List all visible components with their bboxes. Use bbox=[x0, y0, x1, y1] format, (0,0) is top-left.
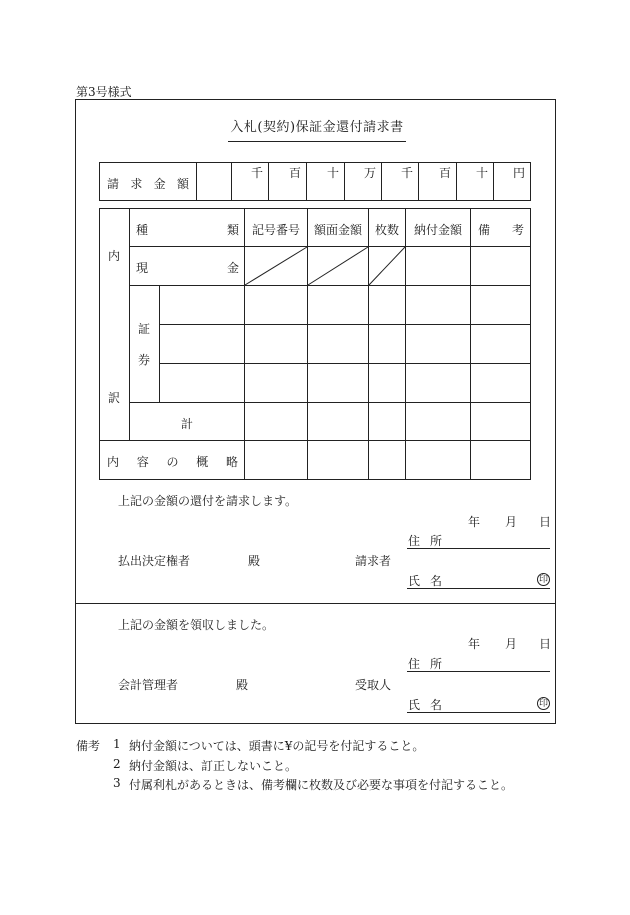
note-text: 付属利札があるときは、備考欄に枚数及び必要な事項を付記すること。 bbox=[129, 778, 514, 792]
header-kind: 種 類 bbox=[136, 223, 239, 237]
header-symbol-number: 記号番号 bbox=[251, 223, 300, 237]
form-title: 入札(契約)保証金還付請求書 bbox=[230, 120, 404, 135]
name-label: 氏 名 bbox=[408, 698, 442, 712]
notes-heading: 備考 bbox=[76, 739, 101, 753]
unit-label: 千 bbox=[250, 166, 263, 180]
name-label: 氏 名 bbox=[408, 574, 442, 588]
name-line bbox=[407, 712, 550, 713]
honorific: 殿 bbox=[248, 554, 261, 568]
receipt-statement: 上記の金額を領収しました。 bbox=[118, 618, 275, 632]
manager-label: 会計管理者 bbox=[118, 678, 179, 692]
side-label-wake: 訳 bbox=[108, 391, 121, 405]
section-divider bbox=[76, 603, 556, 604]
unit-label: 十 bbox=[326, 166, 339, 180]
date-day-label: 日 bbox=[539, 637, 552, 651]
date-year-label: 年 bbox=[468, 515, 481, 529]
unit-label: 十 bbox=[475, 166, 488, 180]
address-label: 住 所 bbox=[408, 657, 442, 671]
date-year-label: 年 bbox=[468, 637, 481, 651]
honorific: 殿 bbox=[236, 678, 249, 692]
cash-label: 現 金 bbox=[136, 261, 239, 275]
address-label: 住 所 bbox=[408, 534, 442, 548]
form-number: 第3号様式 bbox=[76, 85, 132, 99]
amount-label: 請 求 金 額 bbox=[107, 177, 189, 191]
summary-label: 内 容 の 概 略 bbox=[107, 455, 238, 469]
requester-label: 請求者 bbox=[355, 554, 392, 568]
seal-mark: 印 bbox=[538, 575, 548, 585]
header-paid-amount: 納付金額 bbox=[413, 223, 462, 237]
name-line bbox=[407, 588, 550, 589]
request-statement: 上記の金額の還付を請求します。 bbox=[118, 494, 298, 508]
unit-label: 百 bbox=[288, 166, 301, 180]
date-day-label: 日 bbox=[539, 515, 552, 529]
note-text: 納付金額は、訂正しないこと。 bbox=[129, 759, 298, 773]
note-number: 2 bbox=[113, 757, 121, 771]
unit-label: 千 bbox=[400, 166, 413, 180]
seal-mark: 印 bbox=[538, 699, 548, 709]
total-label: 計 bbox=[180, 417, 193, 431]
note-number: 1 bbox=[113, 737, 121, 751]
note-text: 納付金額については、頭書に¥の記号を付記すること。 bbox=[129, 739, 425, 753]
note-number: 3 bbox=[113, 776, 121, 790]
receiver-label: 受取人 bbox=[355, 678, 392, 692]
address-line bbox=[407, 548, 550, 549]
date-month-label: 月 bbox=[505, 637, 518, 651]
unit-label: 万 bbox=[363, 166, 376, 180]
header-face-value: 額面金額 bbox=[313, 223, 362, 237]
header-count: 枚数 bbox=[374, 223, 399, 237]
unit-label: 円 bbox=[512, 166, 525, 180]
header-remarks: 備 考 bbox=[478, 223, 524, 237]
securities-label: 証 券 bbox=[137, 322, 150, 367]
unit-label: 百 bbox=[438, 166, 451, 180]
authority-label: 払出決定権者 bbox=[118, 554, 191, 568]
side-label-naka: 内 bbox=[108, 249, 121, 263]
address-line bbox=[407, 671, 550, 672]
date-month-label: 月 bbox=[505, 515, 518, 529]
